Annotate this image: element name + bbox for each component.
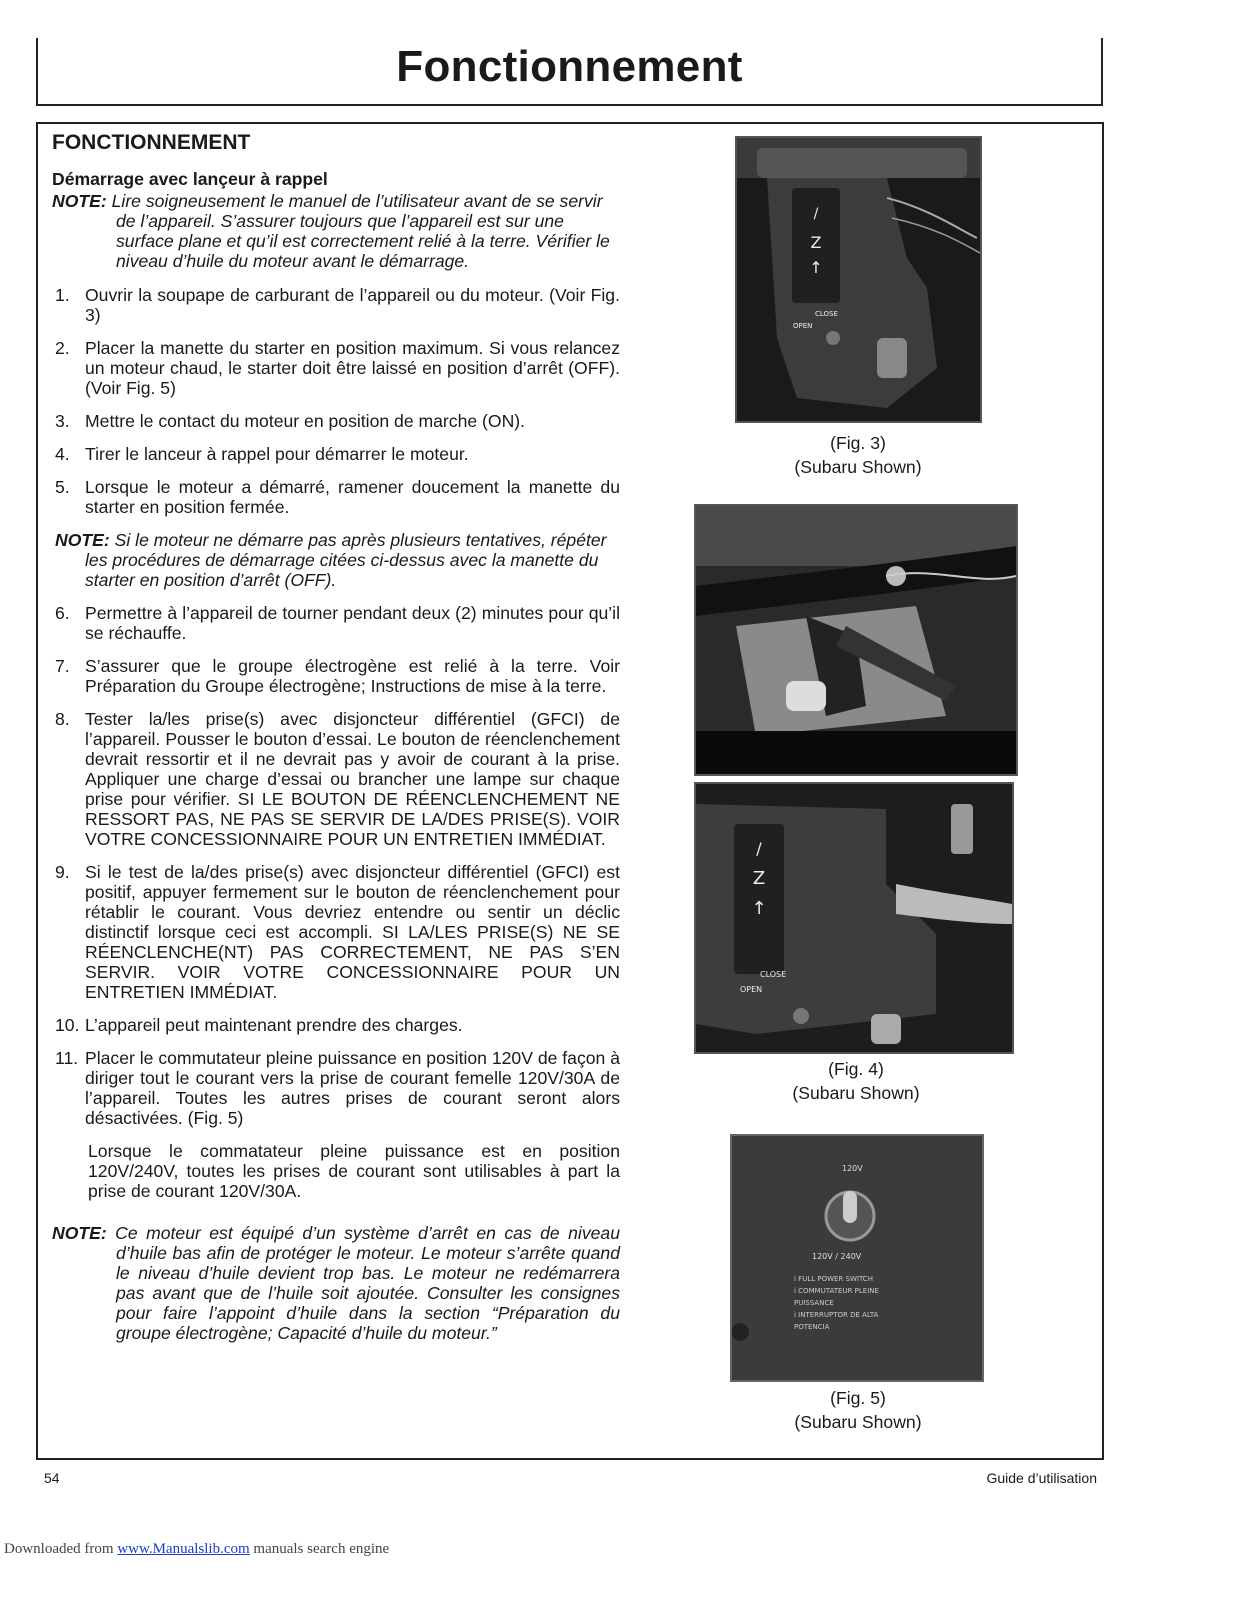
- note-1: [52, 191, 620, 271]
- svg-text:↑: ↑: [751, 898, 767, 919]
- step-text: Lorsque le moteur a démarré, ramener doucement la manette du starter en position fermée.: [85, 477, 620, 517]
- choke-lever-image: [696, 784, 1012, 1052]
- steps-list-b: [52, 603, 620, 1128]
- switch-120v-label: 120V: [842, 1164, 863, 1173]
- list-item: [52, 411, 620, 431]
- step-number: 3.: [55, 411, 70, 431]
- switch-label-line: POTENCIA: [794, 1323, 830, 1331]
- note-2: [55, 530, 620, 590]
- fig4-photo: [694, 782, 1014, 1054]
- content-box: [36, 122, 1104, 1460]
- list-item: [52, 709, 620, 849]
- step-number: 8.: [55, 709, 70, 729]
- svg-text:Z: Z: [752, 868, 766, 889]
- full-power-switch-image: [732, 1136, 982, 1380]
- manualslib-link[interactable]: www.Manualslib.com: [117, 1541, 250, 1557]
- engine-control-image: [737, 138, 980, 421]
- page-title: Fonctionnement: [396, 42, 743, 91]
- step-text: Si le test de la/des prise(s) avec disjoncteur différentiel (GFCI) est positif, appuyer fermement sur le bouton de réenclenchement pour rétablir le courant. Vous devriez entendre ou sentir un déclic distinctif lorsque ceci est accompli. SI LA/LES PRISE(S) NE SE RÉENCLENCHE(NT) PAS CORRECTEMENT, NE PAS S’EN SERVIR. VOIR VOTRE CONCESSIONNAIRE POUR UN ENTRETIEN IMMÉDIAT.: [85, 862, 620, 1002]
- list-item: [52, 656, 620, 696]
- fig3-photo: [735, 136, 982, 423]
- download-suffix: manuals search engine: [249, 1541, 390, 1557]
- carburetor-image: [696, 506, 1016, 774]
- list-item: [52, 1048, 620, 1128]
- fig4-sub: (Subaru Shown): [792, 1083, 920, 1103]
- steps-list-a: [52, 285, 620, 517]
- step-text: Mettre le contact du moteur en position de marche (ON).: [85, 411, 526, 431]
- text-column: [52, 130, 620, 1343]
- page-number: 54: [44, 1470, 60, 1486]
- note-label: NOTE:: [55, 530, 110, 550]
- fig5-sub: (Subaru Shown): [794, 1412, 922, 1432]
- note-label: NOTE:: [52, 1223, 107, 1243]
- fig4-number: (Fig. 4): [828, 1059, 884, 1079]
- step-11-extra: Lorsque le commatateur pleine puissance est en position 120V/240V, toutes les prises de courant sont utilisables à part la prise de courant 120V/30A.: [88, 1141, 620, 1201]
- download-prefix: Downloaded from: [4, 1541, 118, 1557]
- step-number: 6.: [55, 603, 70, 623]
- switch-120-240v-label: 120V / 240V: [812, 1252, 862, 1261]
- svg-text:/: /: [813, 206, 819, 222]
- list-item: [52, 862, 620, 1002]
- svg-text:↑: ↑: [809, 258, 823, 277]
- sub-heading: Démarrage avec lançeur à rappel: [52, 169, 328, 189]
- section-heading: FONCTIONNEMENT: [52, 131, 251, 154]
- svg-text:Z: Z: [810, 233, 822, 252]
- list-item: [52, 338, 620, 398]
- fig5-photo: [730, 1134, 984, 1382]
- fig3-sub: (Subaru Shown): [794, 457, 922, 477]
- fig5-number: (Fig. 5): [830, 1388, 886, 1408]
- svg-text:/: /: [756, 839, 762, 858]
- step-number: 2.: [55, 338, 70, 358]
- list-item: [52, 1015, 620, 1035]
- guide-label: Guide d’utilisation: [986, 1470, 1097, 1486]
- step-text: Tester la/les prise(s) avec disjoncteur différentiel (GFCI) de l’appareil. Pousser le bouton d’essai. Le bouton de réenclenchement devrait ressortir et il ne devrait pas y avoir de courant à la prise. Appliquer une charge d’essai ou brancher une lampe sur chaque prise pour vérifier. SI LE BOUTON DE RÉENCLENCHEMENT NE RESSORT PAS, NE PAS SE SERVIR DE LA/DES PRISE(S). VOIR VOTRE CONCESSIONNAIRE POUR UN ENTRETIEN IMMÉDIAT.: [85, 709, 620, 849]
- open-label: OPEN: [740, 985, 763, 994]
- switch-label-line: i FULL POWER SWITCH: [794, 1275, 873, 1283]
- download-banner: [4, 1541, 389, 1558]
- fig4-caption: [756, 1057, 956, 1105]
- step-text: Permettre à l’appareil de tourner pendant deux (2) minutes pour qu’il se réchauffe.: [85, 603, 620, 643]
- carburetor-photo: [694, 504, 1018, 776]
- fig3-number: (Fig. 3): [830, 433, 886, 453]
- page-title-box: [36, 38, 1103, 106]
- switch-label-line: i INTERRUPTOR DE ALTA: [794, 1311, 879, 1319]
- step-text: Ouvrir la soupape de carburant de l’appareil ou du moteur. (Voir Fig. 3): [85, 285, 620, 325]
- step-number: 10.: [55, 1015, 80, 1035]
- switch-label-line: i COMMUTATEUR PLEINE: [794, 1287, 879, 1295]
- list-item: [52, 477, 620, 517]
- close-label: CLOSE: [760, 970, 787, 979]
- list-item: [52, 444, 620, 464]
- switch-label-line: PUISSANCE: [794, 1299, 834, 1307]
- step-text: Placer le commutateur pleine puissance en position 120V de façon à diriger tout le courant vers la prise de courant femelle 120V/30A de l’appareil. Toutes les autres prises de courant seront alors désactivées. (Fig. 5): [85, 1048, 620, 1128]
- note-label: NOTE:: [52, 191, 107, 211]
- open-label: OPEN: [793, 322, 813, 330]
- fig3-caption: [758, 431, 958, 479]
- note-3: [52, 1223, 620, 1343]
- note-text: Ce moteur est équipé d’un système d’arrêt en cas de niveau d’huile bas afin de protéger le moteur. Le moteur s’arrête quand le niveau d’huile devient trop bas. Le moteur ne redémarrera pas avant que de l’huile soit ajoutée. Consulter les consignes pour faire l’appoint d’huile dans la section “Préparation du groupe électrogène; Capacité d’huile du moteur.”: [106, 1223, 620, 1343]
- note-text: Si le moteur ne démarre pas après plusieurs tentatives, répéter les procédures de démarrage citées ci-dessus avec la manette du starter en position d’arrêt (OFF).: [85, 530, 607, 590]
- step-number: 11.: [55, 1048, 79, 1068]
- list-item: [52, 285, 620, 325]
- list-item: [52, 603, 620, 643]
- step-number: 7.: [55, 656, 70, 676]
- note-text: Lire soigneusement le manuel de l’utilisateur avant de se servir de l’appareil. S’assurer toujours que l’appareil est sur une surface plane et qu’il est correctement relié à la terre. Vérifier le niveau d’huile du moteur avant le démarrage.: [106, 191, 610, 271]
- step-text: L’appareil peut maintenant prendre des charges.: [85, 1015, 463, 1035]
- step-text: S’assurer que le groupe électrogène est relié à la terre. Voir Préparation du Groupe électrogène; Instructions de mise à la terre.: [85, 656, 620, 696]
- step-number: 4.: [55, 444, 70, 464]
- step-text: Placer la manette du starter en position maximum. Si vous relancez un moteur chaud, le starter doit être laissé en position d’arrêt (OFF). (Voir Fig. 5): [85, 338, 620, 398]
- fig5-caption: [758, 1386, 958, 1434]
- step-number: 9.: [55, 862, 70, 882]
- close-label: CLOSE: [815, 310, 838, 318]
- step-number: 1.: [55, 285, 70, 305]
- step-text: Tirer le lanceur à rappel pour démarrer le moteur.: [85, 444, 469, 464]
- step-number: 5.: [55, 477, 70, 497]
